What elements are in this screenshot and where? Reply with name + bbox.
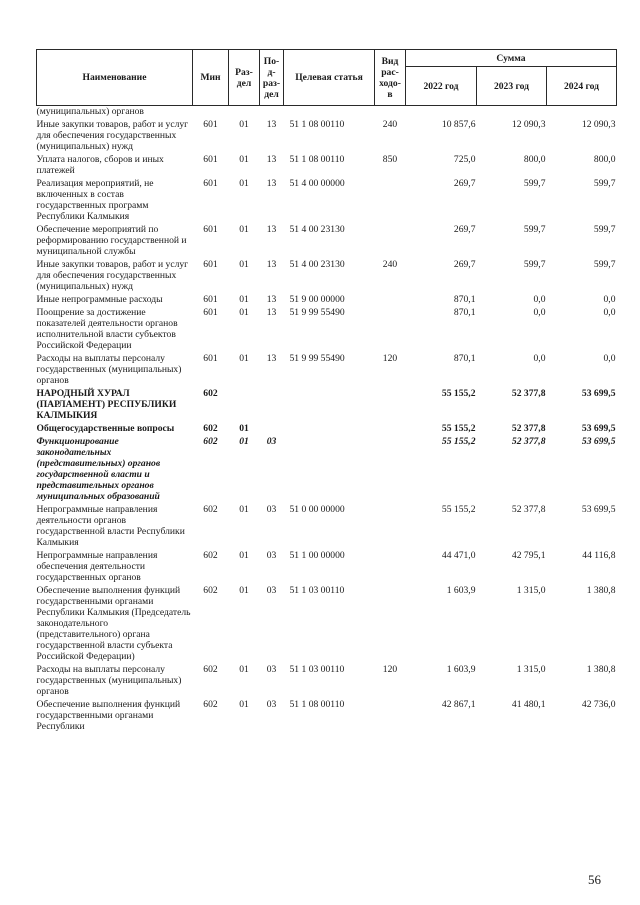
row-target <box>284 106 375 120</box>
row-name: Расходы на выплаты персоналу государственных (муниципальных) органов <box>36 664 182 697</box>
row-section: 01 <box>239 664 249 675</box>
row-subsection <box>260 106 284 120</box>
row-section: 01 <box>239 436 249 447</box>
header-section: Раз-дел <box>229 50 260 106</box>
row-amount-2022: 55 155,2 <box>441 423 476 434</box>
row-min: 601 <box>203 353 218 364</box>
row-target: 51 9 99 55490 <box>289 353 345 364</box>
row-amount-2023 <box>477 106 547 120</box>
row-min: 601 <box>203 119 218 130</box>
row-section: 01 <box>239 224 249 235</box>
row-subsection: 03 <box>266 585 277 596</box>
row-amount-2024: 44 116,8 <box>582 550 616 561</box>
row-amount-2024: 53 699,5 <box>581 388 616 399</box>
row-name: (муниципальных) органов <box>36 106 144 117</box>
header-year-2023: 2023 год <box>477 67 547 106</box>
row-target <box>284 423 375 436</box>
row-amount-2022: 55 155,2 <box>441 436 476 447</box>
table-row <box>37 119 617 154</box>
row-kind <box>375 504 406 550</box>
table-row <box>37 307 617 353</box>
row-name: Обеспечение выполнения функций государственными органами Республики <box>36 699 181 732</box>
row-section: 01 <box>239 178 249 189</box>
row-name: Общегосударственные вопросы <box>36 423 175 434</box>
row-target: 51 9 99 55490 <box>289 307 345 318</box>
row-amount-2022: 725,0 <box>453 154 476 165</box>
row-min: 602 <box>203 664 218 675</box>
row-target: 51 1 03 00110 <box>289 585 345 596</box>
row-section: 01 <box>239 294 249 305</box>
row-amount-2023: 1 315,0 <box>516 664 546 675</box>
table-row <box>37 550 617 585</box>
header-year-2022: 2022 год <box>406 67 477 106</box>
row-target: 51 0 00 00000 <box>289 504 345 515</box>
row-subsection: 13 <box>266 259 277 270</box>
table-row <box>37 353 617 388</box>
row-amount-2023: 1 315,0 <box>516 585 546 596</box>
row-name: Поощрение за достижение показателей деятельности органов исполнительной власти субъектов Российской Федерации <box>36 307 178 351</box>
row-min: 602 <box>203 504 218 515</box>
row-section: 01 <box>239 119 249 130</box>
row-section: 01 <box>239 550 249 561</box>
row-section <box>229 106 260 120</box>
row-amount-2024: 1 380,8 <box>586 664 616 675</box>
row-amount-2023: 52 377,8 <box>511 436 546 447</box>
row-kind <box>375 699 406 734</box>
row-amount-2022: 870,1 <box>453 307 476 318</box>
row-amount-2022: 44 471,0 <box>441 550 476 561</box>
row-name: Реализация мероприятий, не включенных в состав государственных программ Республики Калмыкия <box>36 178 154 222</box>
row-amount-2023: 599,7 <box>523 178 546 189</box>
row-kind <box>375 294 406 307</box>
row-name: НАРОДНЫЙ ХУРАЛ (ПАРЛАМЕНТ) РЕСПУБЛИКИ КАЛМЫКИЯ <box>36 388 177 421</box>
row-subsection: 13 <box>266 353 277 364</box>
table-row <box>37 154 617 178</box>
row-target: 51 1 08 00110 <box>289 119 345 130</box>
row-kind <box>375 388 406 423</box>
table-header <box>37 50 617 106</box>
row-kind <box>375 550 406 585</box>
table-row <box>37 664 617 699</box>
row-amount-2023: 0,0 <box>533 307 546 318</box>
row-amount-2024: 599,7 <box>593 259 616 270</box>
row-section <box>229 388 260 423</box>
header-sum: Сумма <box>406 50 617 67</box>
row-amount-2023: 599,7 <box>523 224 546 235</box>
row-name: Функционирование законодательных (представительных) органов государственной власти и представительных органов муниципальных образований <box>36 436 161 502</box>
row-target: 51 1 08 00110 <box>289 154 345 165</box>
row-kind: 850 <box>382 154 398 165</box>
row-name: Иные закупки товаров, работ и услуг для обеспечения государственных (муниципальных) нужд <box>36 119 189 152</box>
table-row <box>37 224 617 259</box>
row-subsection: 13 <box>266 294 277 305</box>
row-min: 602 <box>203 550 218 561</box>
row-subsection: 13 <box>266 224 277 235</box>
row-target: 51 1 03 00110 <box>289 664 345 675</box>
row-amount-2022: 870,1 <box>453 353 476 364</box>
row-amount-2023: 42 795,1 <box>511 550 546 561</box>
row-kind: 120 <box>382 664 398 675</box>
row-amount-2024: 0,0 <box>603 307 616 318</box>
row-min <box>193 106 229 120</box>
row-subsection <box>260 423 284 436</box>
row-amount-2024: 53 699,5 <box>581 423 616 434</box>
row-section: 01 <box>239 423 249 434</box>
row-name: Непрограммные направления обеспечения деятельности государственных органов <box>36 550 158 583</box>
row-name: Обеспечение выполнения функций государственными органами Республики Калмыкия (Председатель законодательного (представительного) органа государственной власти субъекта Российской Федерации) <box>36 585 191 662</box>
row-min: 602 <box>203 585 218 596</box>
row-amount-2023: 52 377,8 <box>511 504 546 515</box>
row-amount-2024: 1 380,8 <box>586 585 616 596</box>
row-amount-2022: 870,1 <box>453 294 476 305</box>
row-amount-2024: 599,7 <box>593 224 616 235</box>
row-section: 01 <box>239 307 249 318</box>
row-kind <box>375 106 406 120</box>
row-section: 01 <box>239 504 249 515</box>
row-min: 602 <box>203 436 218 447</box>
row-kind <box>375 224 406 259</box>
row-amount-2024: 12 090,3 <box>581 119 616 130</box>
row-kind: 240 <box>382 119 398 130</box>
row-amount-2024: 599,7 <box>593 178 616 189</box>
row-kind <box>375 307 406 353</box>
row-kind <box>375 423 406 436</box>
row-amount-2023: 41 480,1 <box>511 699 546 710</box>
row-target: 51 4 00 00000 <box>289 178 345 189</box>
table-row <box>37 178 617 224</box>
row-subsection: 13 <box>266 178 277 189</box>
row-kind: 240 <box>382 259 398 270</box>
row-amount-2022: 10 857,6 <box>441 119 476 130</box>
row-amount-2022: 269,7 <box>453 178 476 189</box>
row-name: Иные непрограммные расходы <box>36 294 163 305</box>
row-amount-2024 <box>547 106 617 120</box>
row-min: 602 <box>203 699 218 710</box>
row-min: 601 <box>203 294 218 305</box>
row-subsection: 13 <box>266 154 277 165</box>
row-min: 601 <box>203 259 218 270</box>
row-section: 01 <box>239 699 249 710</box>
row-amount-2022: 55 155,2 <box>441 504 476 515</box>
row-section: 01 <box>239 154 249 165</box>
row-amount-2023: 52 377,8 <box>511 388 546 399</box>
row-amount-2024: 53 699,5 <box>581 436 616 447</box>
row-amount-2023: 0,0 <box>533 294 546 305</box>
budget-table <box>36 49 617 734</box>
row-amount-2022: 269,7 <box>453 259 476 270</box>
page-number: 56 <box>588 872 601 887</box>
row-name: Уплата налогов, сборов и иных платежей <box>36 154 164 176</box>
header-subsection: По-д-раз-дел <box>260 50 284 106</box>
row-amount-2024: 42 736,0 <box>581 699 616 710</box>
row-target: 51 4 00 23130 <box>289 224 345 235</box>
row-min: 602 <box>203 388 218 399</box>
table-body <box>37 106 617 735</box>
row-subsection: 13 <box>266 307 277 318</box>
table-row <box>37 585 617 664</box>
row-subsection: 03 <box>266 699 277 710</box>
row-subsection: 03 <box>266 550 277 561</box>
row-name: Обеспечение мероприятий по реформированию государственной и муниципальной службы <box>36 224 187 257</box>
row-amount-2024: 0,0 <box>603 294 616 305</box>
header-min: Мин <box>193 50 229 106</box>
header-kind: Вид рас-ходо-в <box>375 50 406 106</box>
row-amount-2024: 0,0 <box>603 353 616 364</box>
row-min: 601 <box>203 224 218 235</box>
row-amount-2023: 52 377,8 <box>511 423 546 434</box>
row-amount-2022: 1 603,9 <box>446 585 476 596</box>
row-amount-2024: 800,0 <box>593 154 616 165</box>
row-subsection: 03 <box>266 436 277 447</box>
row-kind <box>375 178 406 224</box>
row-min: 601 <box>203 154 218 165</box>
row-section: 01 <box>239 585 249 596</box>
row-name: Иные закупки товаров, работ и услуг для обеспечения государственных (муниципальных) нужд <box>36 259 189 292</box>
table-row <box>37 699 617 734</box>
row-target <box>284 388 375 423</box>
row-amount-2024: 53 699,5 <box>581 504 616 515</box>
row-amount-2023: 12 090,3 <box>511 119 546 130</box>
row-target: 51 4 00 23130 <box>289 259 345 270</box>
row-amount-2022: 269,7 <box>453 224 476 235</box>
table-row <box>37 504 617 550</box>
row-kind <box>375 585 406 664</box>
row-subsection: 13 <box>266 119 277 130</box>
header-target: Целевая статья <box>284 50 375 106</box>
row-amount-2022: 42 867,1 <box>441 699 476 710</box>
row-section: 01 <box>239 353 249 364</box>
row-amount-2023: 800,0 <box>523 154 546 165</box>
table-row <box>37 259 617 294</box>
row-min: 601 <box>203 307 218 318</box>
row-kind <box>375 436 406 504</box>
row-kind: 120 <box>382 353 398 364</box>
row-target: 51 9 00 00000 <box>289 294 345 305</box>
row-amount-2022: 55 155,2 <box>441 388 476 399</box>
header-name: Наименование <box>37 50 193 106</box>
row-subsection: 03 <box>266 664 277 675</box>
header-year-2024: 2024 год <box>547 67 617 106</box>
row-subsection <box>260 388 284 423</box>
row-min: 602 <box>203 423 218 434</box>
table-row <box>37 106 617 120</box>
row-section: 01 <box>239 259 249 270</box>
row-name: Непрограммные направления деятельности органов государственной власти Республики Калмыкия <box>36 504 185 548</box>
table-row <box>37 388 617 423</box>
row-amount-2022: 1 603,9 <box>446 664 476 675</box>
table-row <box>37 423 617 436</box>
row-amount-2023: 0,0 <box>533 353 546 364</box>
table-row <box>37 294 617 307</box>
row-target <box>284 436 375 504</box>
row-target: 51 1 08 00110 <box>289 699 345 710</box>
table-row <box>37 436 617 504</box>
row-subsection: 03 <box>266 504 277 515</box>
row-amount-2023: 599,7 <box>523 259 546 270</box>
row-min: 601 <box>203 178 218 189</box>
row-amount-2022 <box>406 106 477 120</box>
row-target: 51 1 00 00000 <box>289 550 345 561</box>
row-name: Расходы на выплаты персоналу государственных (муниципальных) органов <box>36 353 182 386</box>
